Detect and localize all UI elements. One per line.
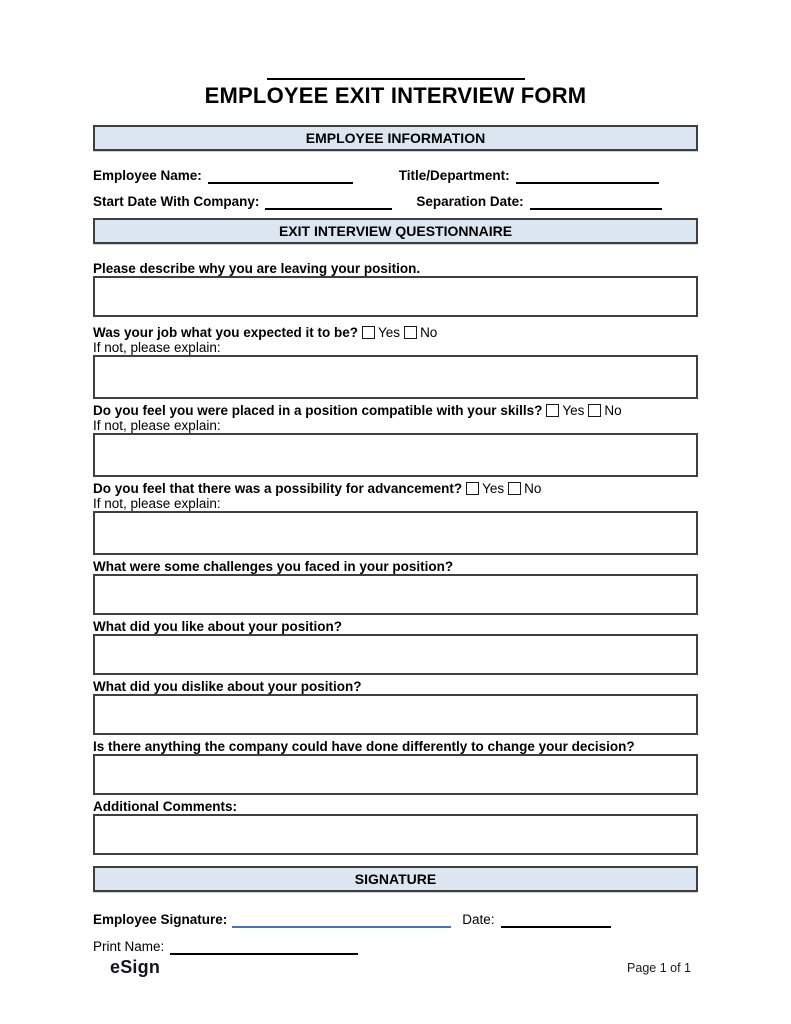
questionnaire-blocks [93, 261, 698, 855]
explain-sublabel: If not, please explain: [93, 496, 221, 511]
question-block-advancement [93, 481, 698, 555]
answer-box[interactable] [93, 754, 698, 795]
employee-signature-field[interactable] [232, 912, 451, 928]
employee-name-field[interactable] [208, 168, 353, 184]
answer-box[interactable] [93, 574, 698, 615]
no-checkbox[interactable] [404, 326, 417, 339]
no-checkbox[interactable] [588, 404, 601, 417]
answer-box[interactable] [93, 814, 698, 855]
question-block-additional-comments [93, 799, 698, 855]
answer-box[interactable] [93, 694, 698, 735]
info-row-2 [93, 184, 698, 210]
esign-logo: eSign [110, 957, 161, 977]
question-label: Additional Comments: [93, 799, 237, 814]
section-header-questionnaire: EXIT INTERVIEW QUESTIONNAIRE [93, 218, 698, 244]
section-header-employee-information: EMPLOYEE INFORMATION [93, 125, 698, 151]
form-content [93, 0, 698, 955]
question-block-leaving-reason [93, 261, 698, 317]
yes-checkbox[interactable] [466, 482, 479, 495]
employee-signature-label: Employee Signature: [93, 912, 228, 927]
explain-sublabel: If not, please explain: [93, 340, 221, 355]
question-label: Do you feel you were placed in a position compatible with your skills? [93, 403, 543, 418]
answer-box[interactable] [93, 355, 698, 399]
answer-box[interactable] [93, 276, 698, 317]
signature-row [93, 909, 698, 928]
employee-info-fields [93, 158, 698, 210]
question-block-challenges [93, 559, 698, 615]
signature-date-field[interactable] [501, 912, 611, 928]
question-block-liked [93, 619, 698, 675]
info-row-1 [93, 158, 698, 184]
date-label: Date: [462, 912, 495, 927]
question-label: Please describe why you are leaving your position. [93, 261, 421, 276]
answer-box[interactable] [93, 634, 698, 675]
no-label: No [524, 481, 542, 496]
no-label: No [604, 403, 622, 418]
question-block-disliked [93, 679, 698, 735]
print-name-field[interactable] [170, 939, 358, 955]
page-indicator: Page 1 of 1 [627, 960, 691, 975]
question-label: What did you dislike about your position? [93, 679, 362, 694]
explain-sublabel: If not, please explain: [93, 418, 221, 433]
question-block-change-decision [93, 739, 698, 795]
page-title: EMPLOYEE EXIT INTERVIEW FORM [204, 83, 587, 108]
company-name-blank-line[interactable] [267, 78, 525, 80]
title-department-label: Title/Department: [398, 168, 510, 183]
title-department-field[interactable] [516, 168, 659, 184]
no-checkbox[interactable] [508, 482, 521, 495]
question-label: Was your job what you expected it to be? [93, 325, 359, 340]
yes-label: Yes [378, 325, 401, 340]
start-date-field[interactable] [265, 194, 392, 210]
separation-date-field[interactable] [530, 194, 662, 210]
yes-label: Yes [562, 403, 585, 418]
question-block-job-expected [93, 325, 698, 399]
question-block-skills-compatible [93, 403, 698, 477]
yes-checkbox[interactable] [546, 404, 559, 417]
section-header-signature: SIGNATURE [93, 866, 698, 892]
start-date-label: Start Date With Company: [93, 194, 260, 209]
print-name-row [93, 936, 698, 955]
employee-name-label: Employee Name: [93, 168, 202, 183]
question-label: Is there anything the company could have done differently to change your decision? [93, 739, 635, 754]
question-label: What were some challenges you faced in your position? [93, 559, 454, 574]
no-label: No [420, 325, 438, 340]
print-name-label: Print Name: [93, 939, 165, 954]
question-label: Do you feel that there was a possibility for advancement? [93, 481, 463, 496]
yes-checkbox[interactable] [362, 326, 375, 339]
separation-date-label: Separation Date: [416, 194, 524, 209]
page-footer [110, 957, 691, 978]
yes-label: Yes [482, 481, 505, 496]
answer-box[interactable] [93, 511, 698, 555]
question-label: What did you like about your position? [93, 619, 342, 634]
answer-box[interactable] [93, 433, 698, 477]
